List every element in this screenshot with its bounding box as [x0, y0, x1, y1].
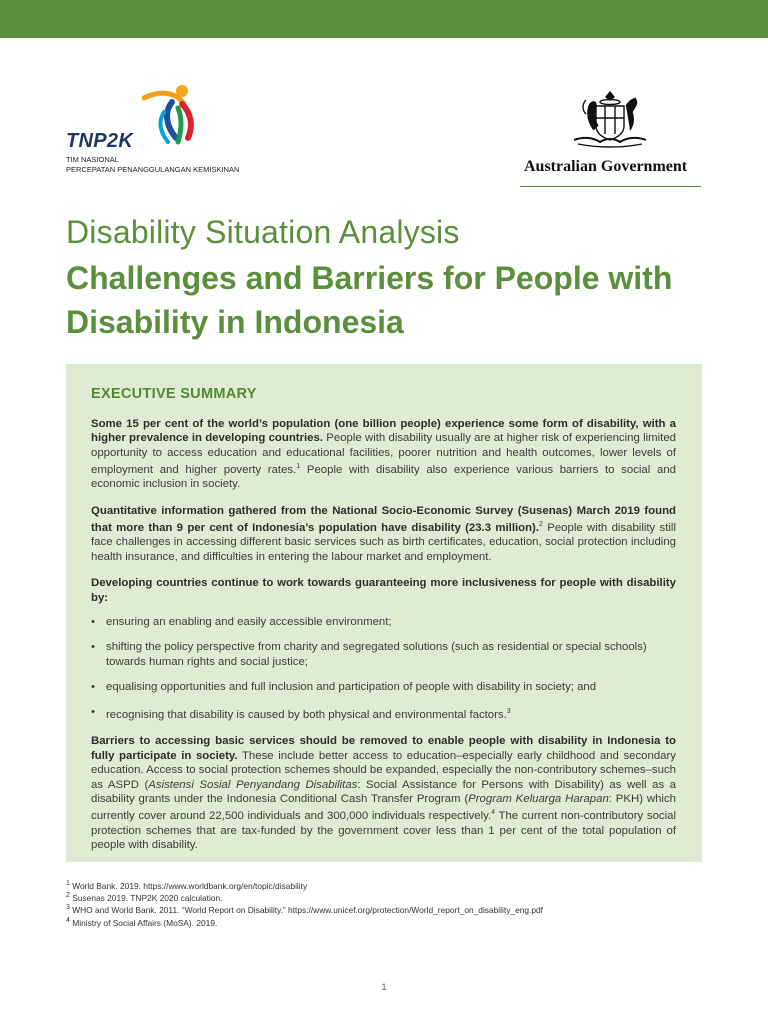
bullet-icon: •	[91, 706, 95, 719]
australian-government-wordmark: Australian Government	[524, 158, 688, 175]
summary-p4-italic2: Program Keluarga Harapan	[468, 792, 609, 805]
summary-p2-bold: Quantitative information gathered from the National Socio-Economic Survey (Susenas) March 2019 found that more than 9 per cent of Indonesia’s population have disability (23.3 million).	[91, 504, 676, 535]
summary-paragraph-4	[91, 734, 676, 852]
logo-divider	[520, 186, 701, 187]
coat-of-arms-icon	[564, 88, 656, 152]
summary-p2-text: People with disability still face challenges in accessing different basic services such as birth certificates, education, social protection including health insurance, and difficulties in entering the labour market and employment.	[91, 522, 676, 563]
summary-p1-text2: People with disability also experience various barriers to social and economic inclusion in society.	[91, 464, 676, 491]
summary-p4-text1: These include better access to education–especially early childhood and secondary education. Access to social protection schemes should be expanded, especially the non-contributory schemes–such as ASPD (	[91, 749, 676, 791]
footnote-text: WHO and World Bank. 2011. “World Report on Disability.” https://www.unicef.org/protection/World_report_on_disability_eng.pdf	[69, 905, 544, 916]
tnp2k-subtitle-line2: PERCEPATAN PENANGGULANGAN KEMISKINAN	[66, 165, 240, 174]
list-item	[91, 680, 676, 694]
footnote-number: 4	[66, 916, 70, 924]
summary-p3-bold: Developing countries continue to work towards guaranteeing more inclusiveness for people with disability by:	[91, 577, 676, 604]
list-item	[91, 615, 676, 629]
summary-paragraph-2	[91, 504, 676, 564]
executive-summary-box	[66, 364, 702, 862]
bullet-icon: •	[91, 616, 95, 629]
executive-summary-heading: EXECUTIVE SUMMARY	[91, 386, 257, 402]
footnote-ref-1: 1	[296, 463, 301, 471]
australian-government-logo	[520, 88, 704, 188]
bullet-text: equalising opportunities and full inclusion and participation of people with disability in society; and	[106, 680, 597, 693]
footnote-2	[66, 891, 706, 903]
footnote-ref-3: 3	[506, 708, 511, 716]
footnote-text: Ministry of Social Affairs (MoSA). 2019.	[69, 917, 218, 928]
footnote-number: 3	[66, 904, 70, 912]
bullet-icon: •	[91, 680, 95, 693]
document-subtitle: Challenges and Barriers for People with Disability in Indonesia	[66, 260, 673, 340]
footnote-text: Susenas 2019. TNP2K 2020 calculation.	[69, 893, 223, 903]
bullet-text: ensuring an enabling and easily accessible environment;	[106, 616, 392, 629]
page-number: 1	[381, 982, 387, 992]
bullet-text: recognising that disability is caused by both physical and environmental factors.	[106, 708, 507, 721]
summary-paragraph-3	[91, 576, 676, 605]
summary-p4-bold: Barriers to accessing basic services should be removed to enable people with disability in Indonesia to fully participate in society.	[91, 735, 676, 762]
summary-p4-text2: : Social Assistance for Persons with Disability) as well as a disability grants under the Indonesia Conditional Cash Transfer Program (	[91, 778, 676, 805]
summary-p4-italic1: Asistensi Sosial Penyandang Disabilitas	[148, 778, 358, 791]
footnote-number: 1	[66, 880, 70, 887]
footnote-4	[66, 916, 706, 928]
summary-paragraph-1	[91, 417, 676, 492]
footnote-number: 2	[66, 892, 70, 900]
bullet-text: shifting the policy perspective from charity and segregated solutions (such as residential or special schools) towards human rights and social justice;	[106, 641, 647, 668]
tnp2k-subtitle-line1: TIM NASIONAL	[66, 155, 119, 164]
list-item	[91, 705, 676, 722]
summary-p4-text3: : PKH) which currently cover around 22,500 individuals and 300,000 individuals respectively.	[91, 792, 676, 823]
tnp2k-figure-icon	[142, 82, 200, 148]
list-item	[91, 640, 676, 669]
footnote-ref-4: 4	[491, 809, 496, 817]
footnote-text: World Bank. 2019. https://www.worldbank.org/en/topic/disability	[69, 880, 308, 891]
tnp2k-logo	[66, 82, 266, 177]
footnote-1	[66, 879, 706, 891]
header-bar	[0, 0, 768, 38]
tnp2k-subtitle	[66, 155, 239, 175]
footnotes	[66, 879, 706, 928]
tnp2k-wordmark: TNP2K	[66, 130, 134, 152]
footnote-ref-2: 2	[539, 521, 543, 529]
bullet-icon: •	[91, 641, 95, 654]
document-title: Disability Situation Analysis	[66, 214, 460, 250]
summary-bullet-list	[91, 615, 676, 722]
summary-p1-bold: Some 15 per cent of the world’s population (one billion people) experience some form of disability, with a higher prevalence in developing countries.	[91, 418, 676, 445]
footnote-3	[66, 903, 706, 915]
summary-p4-text4: The current non-contributory social protection schemes that are tax-funded by the government cover less than 1 per cent of the total population of people with disability.	[91, 810, 676, 851]
summary-p1-text: People with disability usually are at higher risk of experiencing limited opportunity to access education and educational facilities, poorer nutrition and health outcomes, lower levels of employment and higher poverty rates.	[91, 432, 676, 477]
